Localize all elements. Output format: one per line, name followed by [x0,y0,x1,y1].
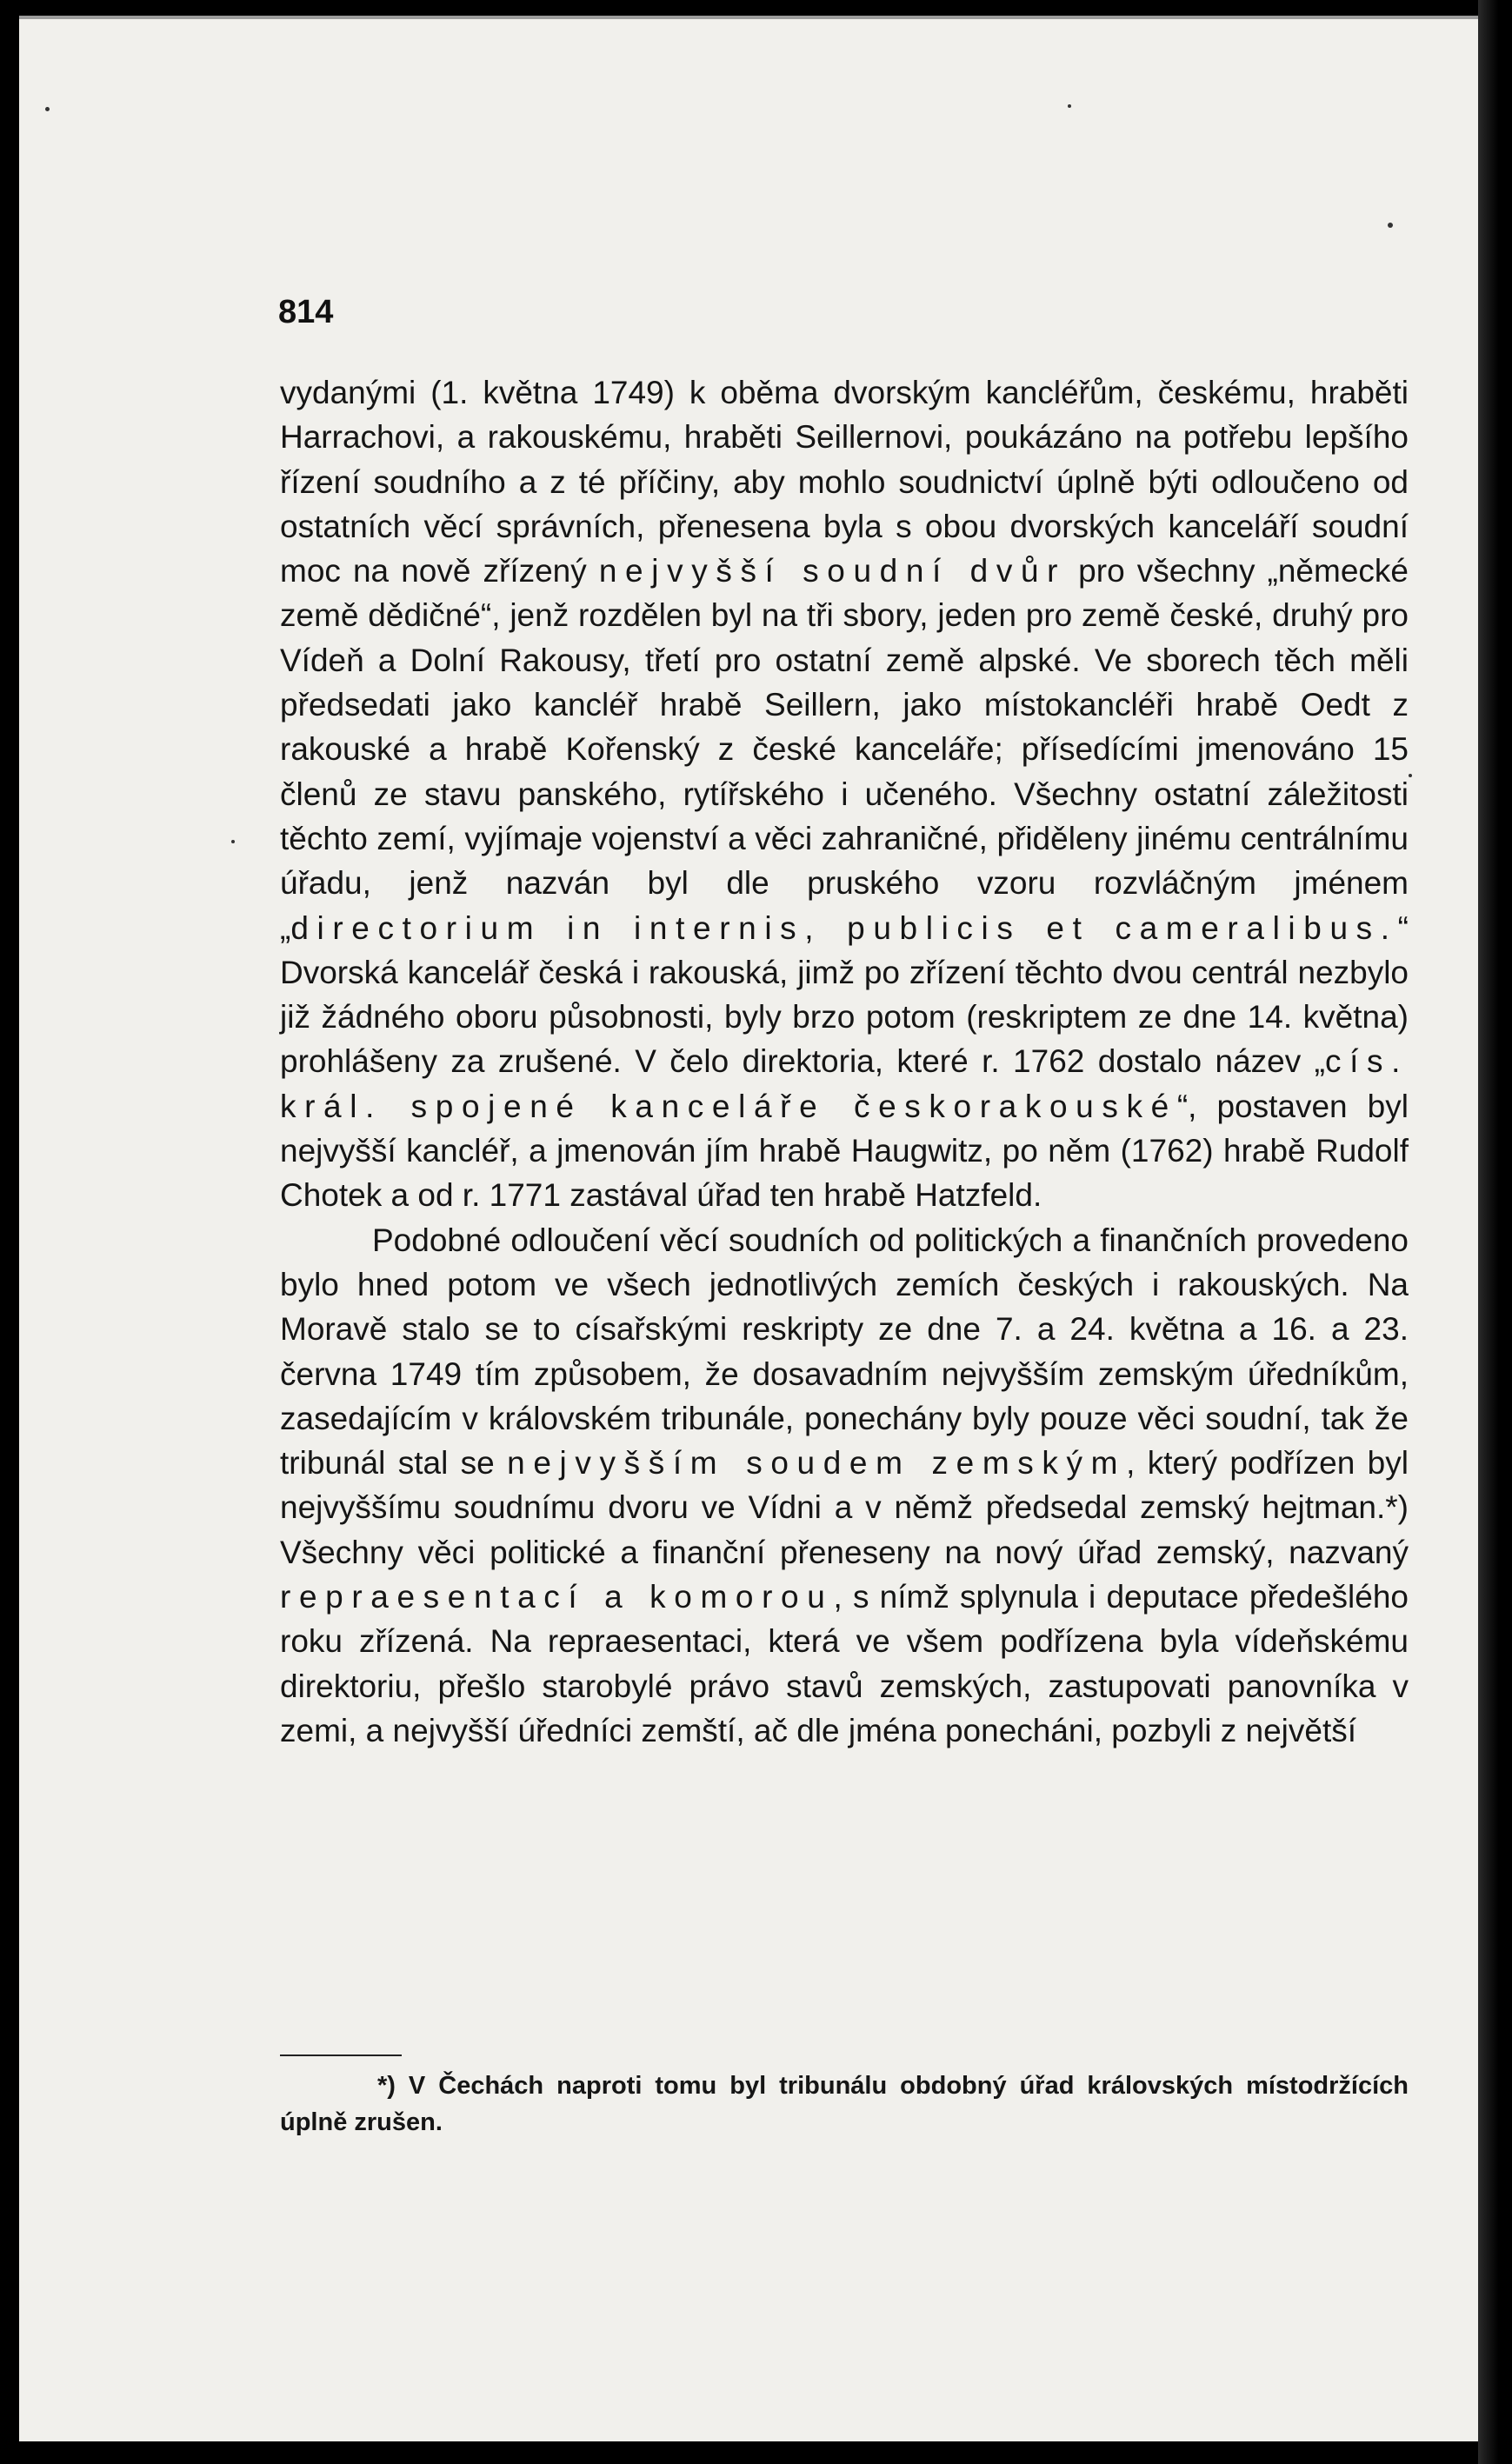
footnote: *) V Čechách naproti tomu byl tribunálu obdobný úřad královských místodržících úplně zrušen. [280,2072,1409,2136]
paragraph-2 [280,1218,1409,1754]
speck [1068,104,1071,108]
spaced-emphasis: nejvyšším soudem zemským [507,1445,1127,1482]
spaced-emphasis: cís. král. spojené kanceláře českorakouské [280,1043,1409,1124]
text-run: Podobné odloučení věcí soudních od politických a finančních provedeno bylo hned potom ve všech jednotlivých zemích českých i rakouských. Na Moravě stalo se to císařskými reskripty ze dne 7. a 24. května a 16. a 23. června 1749 tím způsobem, že dosavadním nejvyšším zemským úředníkům, zasedajícím v královském tribunále, ponechány byly pouze věci soudní, tak že tribunál stal se [280,1222,1409,1482]
spaced-emphasis: directorium in internis, publicis et cameralibus. [290,909,1398,946]
body-text [280,370,1409,1753]
scan-border [1478,0,1512,2464]
spaced-emphasis: repraesentací a komorou [280,1579,834,1615]
spaced-emphasis: nejvyšší soudní dvůr [598,553,1067,589]
text-run: , který podřízen byl nejvyššímu soudnímu dvoru ve Vídni a v němž předsedal zemský hejtman.*) Všechny věci politické a finanční přeneseny na nový úřad zemský, nazvaný [280,1445,1409,1570]
page-number: 814 [278,294,334,330]
speck [231,840,235,843]
top-edge-rule [19,16,1478,19]
text-run: pro všechny „německé země dědičné“, jenž rozdělen byl na tři sbory, jeden pro země české, druhý pro Vídeň a Dolní Rakousy, třetí pro ostatní země alpské. Ve sborech těch měli předsedati jako kancléř hrabě Seillern, jako místokancléři hrabě Oedt z rakouské a hrabě Kořenský z české kanceláře; přísedícími jmenováno 15 členů ze stavu panského, rytířského i učeného. Všechny ostatní záležitosti těchto zemí, vyjímaje vojenství a věci zahraničné, přiděleny jinému centrálnímu úřadu, jenž nazván byl dle pruského vzoru rozvláčným jménem „ [280,553,1409,946]
scanned-page [19,16,1478,2441]
speck [45,107,50,111]
text-run: “, postaven byl nejvyšší kancléř, a jmenován jím hrabě Haugwitz, po něm (1762) hrabě Rudolf Chotek a od r. 1771 zastával úřad ten hrabě Hatzfeld. [280,1088,1409,1214]
text-run: , s nímž splynula i deputace předešlého roku zřízená. Na repraesentaci, která ve všem podřízena byla vídeňskému direktoriu, přešlo starobylé právo stavů zemských, zastupovati panovníka v zemi, a nejvyšší úředníci zemští, ač dle jména ponecháni, pozbyli z největší [280,1579,1409,1748]
paragraph-1 [280,370,1409,1218]
footnote-rule [280,2054,402,2056]
speck [1409,774,1412,777]
text-run: vydanými (1. května 1749) k oběma dvorským kancléřům, českému, hraběti Harrachovi, a rakouskému, hraběti Seillernovi, poukázáno na potřebu lepšího řízení soudního a z té příčiny, aby mohlo soudnictví úplně býti odloučeno od ostatních věcí správních, přenesena byla s obou dvorských kanceláří soudní moc na nově zřízený [280,375,1409,589]
text-run: “ Dvorská kancelář česká i rakouská, jimž po zřízení těchto dvou centrál nezbylo již žádného oboru působnosti, byly brzo potom (reskriptem ze dne 14. května) prohlášeny za zrušené. V čelo direktoria, které r. 1762 dostalo název „ [280,909,1409,1080]
speck [1388,223,1393,228]
